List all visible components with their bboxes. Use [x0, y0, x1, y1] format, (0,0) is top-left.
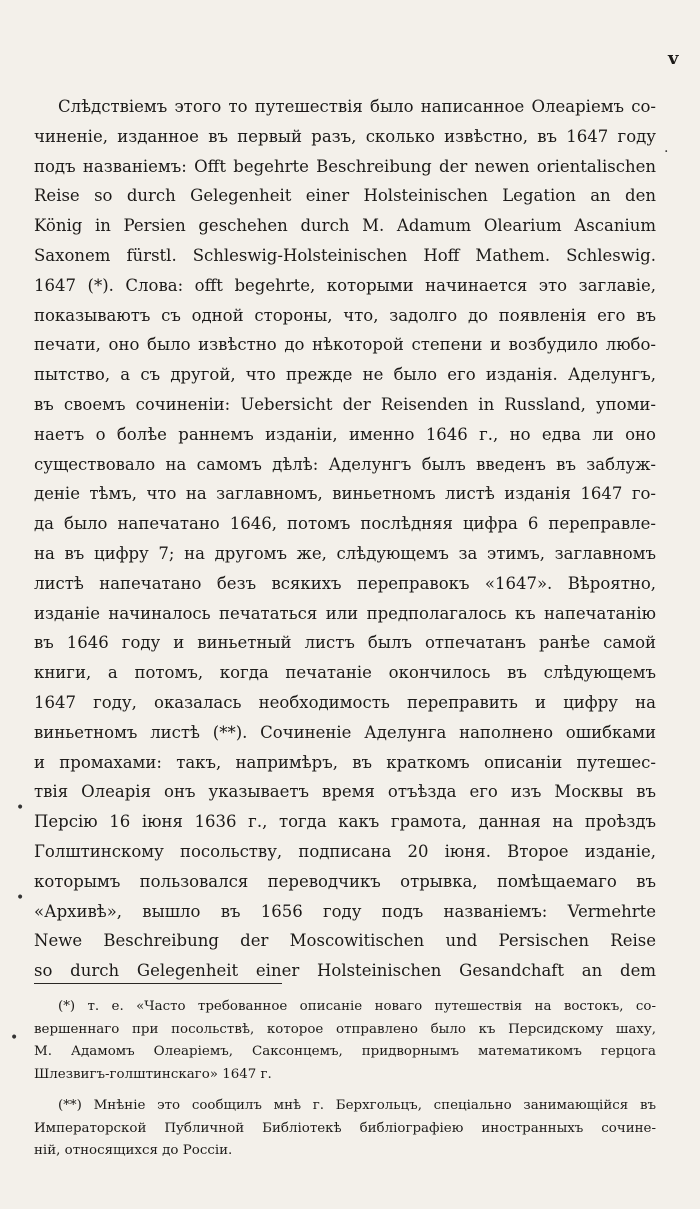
margin-dot-mark: .	[664, 140, 669, 156]
text-line: чиненіе, изданное въ первый разъ, сколько извѣстно, въ 1647 году	[34, 126, 656, 146]
margin-dot-mark: •	[10, 1030, 19, 1046]
text-line: въ 1646 году и виньетный листъ былъ отпечатанъ ранѣе самой	[34, 633, 656, 653]
text-line: Saxonem fürstl. Schleswig-Holsteinischen Hoff Mathem. Schleswig.	[34, 245, 656, 265]
text-line: наетъ о болѣе раннемъ изданіи, именно 1646 г., но едва ли оно	[34, 424, 656, 444]
text-line: 1647 году, оказалась необходимость переправить и цифру на	[34, 692, 656, 712]
text-line: книги, а потомъ, когда печатаніе окончилось въ слѣдующемъ	[34, 663, 656, 683]
text-line: Слѣдствіемъ этого то путешествія было написанное Олеаріемъ со-	[58, 97, 656, 116]
text-line: Newe Beschreibung der Moscowitischen und Persischen Reise	[34, 931, 656, 951]
text-line: деніе тѣмъ, что на заглавномъ, виньетномъ листѣ изданія 1647 го-	[34, 484, 656, 504]
text-line: подъ названіемъ: Offt begehrte Beschreibung der newen orientalischen	[34, 156, 656, 176]
footnote-1	[34, 996, 656, 1086]
text-line: и промахами: такъ, напримѣръ, въ краткомъ описаніи путешес-	[34, 752, 656, 772]
text-line: которымъ пользовался переводчикъ отрывка, помѣщаемаго въ	[34, 871, 656, 891]
page-number: v	[668, 48, 679, 69]
footnote-line: М. Адамомъ Олеаріемъ, Саксонцемъ, придворнымъ математикомъ герцога	[34, 1044, 656, 1059]
footnote-rule	[34, 983, 282, 984]
text-line: Reise so durch Gelegenheit einer Holsteinischen Legation an den	[34, 186, 656, 206]
footnote-line: вершеннаго при посольствѣ, которое отправлено было къ Персидскому шаху,	[34, 1021, 656, 1037]
text-line: твія Олеарія онъ указываетъ время отъѣзда его изъ Москвы въ	[34, 782, 656, 802]
margin-dot-mark: •	[16, 800, 25, 816]
text-line: Персію 16 іюня 1636 г., тогда какъ грамота, данная на проѣздъ	[34, 812, 656, 832]
text-line: изданіе начиналось печататься или предполагалось къ напечатанію	[34, 603, 656, 623]
text-line: листѣ напечатано безъ всякихъ переправокъ «1647». Вѣроятно,	[34, 573, 656, 593]
text-line: 1647 (*). Слова: offt begehrte, которыми начинается это заглавіе,	[34, 275, 656, 295]
footnote-line: (*) т. е. «Часто требованное описаніе новаго путешествія на востокъ, со-	[58, 999, 656, 1014]
text-line: Голштинскому посольству, подписана 20 іюня. Второе изданіе,	[34, 841, 656, 861]
text-line: so durch Gelegenheit einer Holsteinischen Gesandchaft an dem	[34, 961, 656, 981]
text-line: виньетномъ листѣ (**). Сочиненіе Аделунга наполнено ошибками	[34, 722, 656, 742]
text-line: на въ цифру 7; на другомъ же, слѣдующемъ за этимъ, заглавномъ	[34, 543, 656, 563]
footnote-line: (**) Мнѣніе это сообщилъ мнѣ г. Берхгольцъ, спеціально занимающійся въ	[58, 1098, 656, 1113]
text-line: печати, оно было извѣстно до нѣкоторой степени и возбудило любо-	[34, 335, 656, 355]
text-line: пытство, а съ другой, что прежде не было его изданія. Аделунгъ,	[34, 365, 656, 385]
text-line: König in Persien geschehen durch M. Adamum Olearium Ascanium	[34, 216, 656, 236]
text-line: да было напечатано 1646, потомъ послѣдняя цифра 6 переправле-	[34, 514, 656, 534]
text-line: показываютъ съ одной стороны, что, задолго до появленія его въ	[34, 305, 656, 325]
text-line: «Архивѣ», вышло въ 1656 году подъ названіемъ: Vermehrte	[34, 901, 656, 921]
margin-dot-mark: •	[16, 890, 25, 906]
footnote-line: Императорской Публичной Библіотекѣ библіографіею иностранныхъ сочине-	[34, 1120, 656, 1136]
footnote-line: Шлезвигъ-голштинскаго» 1647 г.	[34, 1066, 272, 1082]
footnote-2	[34, 1095, 656, 1163]
text-line: существовало на самомъ дѣлѣ: Аделунгъ былъ введенъ въ заблуж-	[34, 454, 656, 474]
footnotes	[34, 996, 656, 1163]
footnote-line: ній, относящихся до Россіи.	[34, 1143, 233, 1158]
text-line: въ своемъ сочиненіи: Uebersicht der Reisenden in Russland, упоми-	[34, 394, 656, 414]
main-text	[34, 92, 656, 986]
